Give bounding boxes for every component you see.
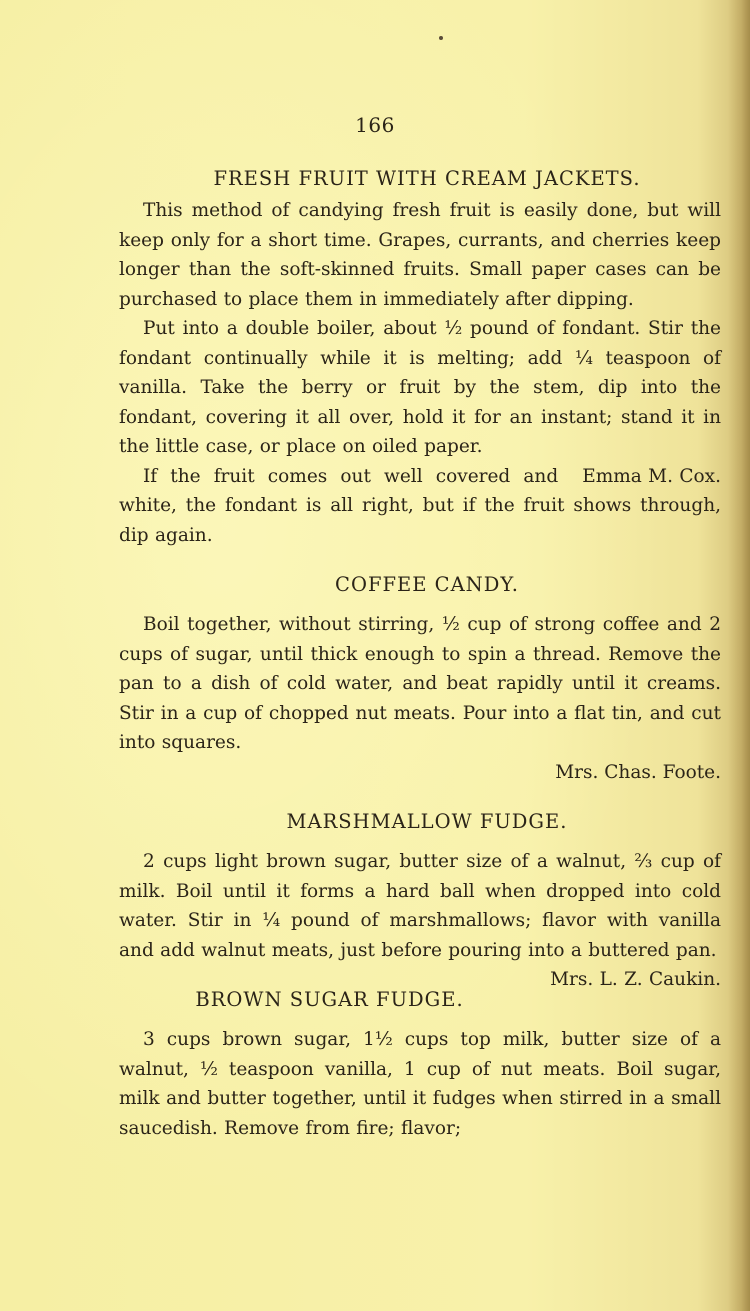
recipe-title: BROWN SUGAR FUDGE. <box>195 988 464 1011</box>
recipe-coffee-candy <box>119 568 721 787</box>
page-edge-shadow <box>728 0 750 1311</box>
recipe-attribution: Mrs. L. Z. Caukin. <box>550 969 721 990</box>
recipe-attribution: Mrs. Chas. Foote. <box>555 761 721 783</box>
recipe-paragraph: 3 cups brown sugar, 1½ cups top milk, butter size of a walnut, ½ teaspoon vanilla, 1 cup of nut meats. Boil sugar, milk and butter together, until it fudges when stirred in a small saucedish. Remove from fire; flavor; <box>119 1029 721 1139</box>
recipe-paragraph: Put into a double boiler, about ½ pound of fondant. Stir the fondant continually while it is melting; add ¼ teaspoon of vanilla. Take the berry or fruit by the stem, dip into the fondant, covering it all over, hold it for an instant; stand it in the little case, or place on oiled paper. <box>119 318 721 457</box>
ink-speck <box>439 36 443 40</box>
recipe-marshmallow-fudge <box>119 805 721 990</box>
recipe-paragraph <box>119 462 721 551</box>
recipe-fresh-fruit <box>119 162 721 550</box>
recipe-brown-sugar-fudge <box>119 983 721 1143</box>
recipe-title: MARSHMALLOW FUDGE. <box>286 810 568 833</box>
recipe-paragraph: Boil together, without stirring, ½ cup of strong coffee and 2 cups of sugar, until thick enough to spin a thread. Remove the pan to a dish of cold water, and beat rapidly until it creams. Stir in a cup of chopped nut meats. Pour into a flat tin, and cut into squares. <box>119 614 721 753</box>
page-number: 166 <box>355 113 395 137</box>
recipe-paragraph: This method of candying fresh fruit is easily done, but will keep only for a short time. Grapes, currants, and cherries keep longer than the soft-skinned fruits. Small paper cases can be purchased to place them in immediately after dipping. <box>119 200 721 310</box>
recipe-paragraph-text: If the fruit comes out well covered and white, the fondant is all right, but if the fruit shows through, dip again. <box>119 465 721 546</box>
page-content <box>119 162 721 1143</box>
recipe-title: FRESH FRUIT WITH CREAM JACKETS. <box>213 167 641 190</box>
recipe-paragraph <box>119 847 721 990</box>
recipe-attribution: Emma M. Cox. <box>582 465 721 487</box>
recipe-title: COFFEE CANDY. <box>335 573 519 596</box>
recipe-paragraph-text: 2 cups light brown sugar, butter size of a walnut, ⅔ cup of milk. Boil until it forms a hard ball when dropped into cold water. Stir in ¼ pound of marshmallows; flavor with vanilla and add walnut meats, just before pouring into a buttered pan. <box>119 851 721 961</box>
